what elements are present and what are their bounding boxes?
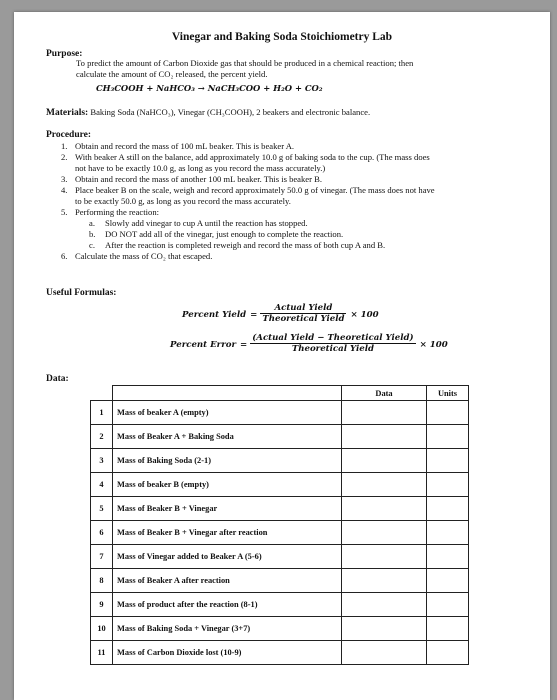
data-table-header — [91, 386, 469, 401]
column-header-units: Units — [427, 386, 469, 401]
row-label: Mass of Beaker A + Baking Soda — [113, 425, 342, 449]
row-number: 3 — [91, 449, 113, 473]
procedure-step: 2. With beaker A still on the balance, add approximately 10.0 g of baking soda to the cup. (The mass does not have to be exactly 10.0 g, as long as you record the mass accurately.) — [61, 152, 430, 173]
row-number: 7 — [91, 545, 113, 569]
table-row — [91, 617, 469, 641]
row-label: Mass of Beaker B + Vinegar — [113, 497, 342, 521]
data-cell[interactable] — [342, 521, 427, 545]
materials-line — [46, 107, 526, 119]
data-cell[interactable] — [342, 497, 427, 521]
percent-error-formula: Percent Error = $\frac{\text{(Actual Yield − Theoretical Yield)}}{\text{Theoretical Yield}}$ × 100 — [170, 333, 448, 354]
percent-yield-name: Percent Yield — [182, 310, 247, 321]
data-cell[interactable] — [342, 425, 427, 449]
row-label: Mass of Vinegar added to Beaker A (5-6) — [113, 545, 342, 569]
units-cell[interactable] — [427, 617, 469, 641]
table-row — [91, 449, 469, 473]
row-number: 4 — [91, 473, 113, 497]
row-label: Mass of Beaker B + Vinegar after reaction — [113, 521, 342, 545]
data-label: Data: — [46, 374, 69, 384]
materials-label: Materials: — [46, 108, 89, 118]
procedure-step: 4. Place beaker B on the scale, weigh and record approximately 50.0 g of vinegar. (The mass does not have to be exactly 50.0 g, as long as you record the mass accurately. — [61, 185, 435, 206]
row-number: 8 — [91, 569, 113, 593]
row-label: Mass of Baking Soda (2-1) — [113, 449, 342, 473]
purpose-line-1: To predict the amount of Carbon Dioxide gas that should be produced in a chemical reaction; then — [76, 58, 414, 68]
row-label: Mass of product after the reaction (8-1) — [113, 593, 342, 617]
percent-error-name: Percent Error — [170, 340, 237, 351]
table-row — [91, 569, 469, 593]
percent-error-multiplier: × 100 — [419, 340, 448, 351]
formulas-label: Useful Formulas: — [46, 288, 117, 298]
materials-text: Baking Soda (NaHCO₃), Vinegar (CH₃COOH), 2 beakers and electronic balance. — [90, 107, 371, 117]
table-row — [91, 401, 469, 425]
percent-yield-formula: Percent Yield = $\frac{\text{Actual Yield}}{\text{Theoretical Yield}}$ × 100 — [182, 303, 379, 324]
data-cell[interactable] — [342, 641, 427, 665]
page-title: Vinegar and Baking Soda Stoichiometry Lab — [171, 31, 393, 43]
data-cell[interactable] — [342, 545, 427, 569]
procedure-label: Procedure: — [46, 130, 92, 140]
table-row — [91, 473, 469, 497]
row-number: 1 — [91, 401, 113, 425]
row-number: 6 — [91, 521, 113, 545]
percent-yield-multiplier: × 100 — [350, 310, 379, 321]
row-number: 2 — [91, 425, 113, 449]
units-cell[interactable] — [427, 449, 469, 473]
row-number: 10 — [91, 617, 113, 641]
reaction-equation: CH₃COOH + NaHCO₃ → NaCH₃COO + H₂O + CO₂ — [96, 83, 323, 93]
units-cell[interactable] — [427, 569, 469, 593]
percent-error-numerator: (Actual Yield − Theoretical Yield) — [252, 333, 414, 343]
data-cell[interactable] — [342, 401, 427, 425]
table-row — [91, 641, 469, 665]
procedure-step: 1. Obtain and record the mass of 100 mL beaker. This is beaker A. — [61, 141, 295, 151]
purpose-text — [76, 58, 536, 80]
table-row — [91, 425, 469, 449]
units-cell[interactable] — [427, 641, 469, 665]
data-cell[interactable] — [342, 617, 427, 641]
percent-error-denominator: Theoretical Yield — [291, 344, 374, 354]
procedure-step: 5. Performing the reaction: a. Slowly add vinegar to cup A until the reaction has stopped. b. DO NOT add all of the vinegar, just enough to complete the reaction. c. After the reaction is completed reweigh and record the mass of both cup A and B. — [61, 207, 521, 251]
procedure-list — [61, 141, 521, 262]
purpose-line-2: calculate the amount of CO₂ released, the percent yield. — [76, 69, 268, 79]
percent-yield-denominator: Theoretical Yield — [262, 314, 345, 324]
procedure-substep: a. Slowly add vinegar to cup A until the reaction has stopped. — [89, 218, 308, 228]
procedure-substep: c. After the reaction is completed reweigh and record the mass of both cup A and B. — [89, 240, 386, 250]
data-cell[interactable] — [342, 593, 427, 617]
procedure-step: 3. Obtain and record the mass of another 100 mL beaker. This is beaker B. — [61, 174, 322, 184]
units-cell[interactable] — [427, 521, 469, 545]
row-label: Mass of beaker B (empty) — [113, 473, 342, 497]
procedure-substep: b. DO NOT add all of the vinegar, just enough to complete the reaction. — [89, 229, 344, 239]
row-label: Mass of Baking Soda + Vinegar (3+7) — [113, 617, 342, 641]
data-cell[interactable] — [342, 449, 427, 473]
row-label: Mass of Carbon Dioxide lost (10-9) — [113, 641, 342, 665]
procedure-step: 6. Calculate the mass of CO₂ that escaped. — [61, 251, 213, 261]
table-row — [91, 593, 469, 617]
column-header-data: Data — [342, 386, 427, 401]
document-page — [14, 12, 550, 700]
table-row — [91, 521, 469, 545]
data-cell[interactable] — [342, 569, 427, 593]
percent-yield-numerator: Actual Yield — [260, 303, 346, 314]
data-table — [90, 385, 469, 665]
units-cell[interactable] — [427, 593, 469, 617]
units-cell[interactable] — [427, 401, 469, 425]
row-number: 9 — [91, 593, 113, 617]
row-label: Mass of Beaker A after reaction — [113, 569, 342, 593]
table-row — [91, 497, 469, 521]
data-cell[interactable] — [342, 473, 427, 497]
purpose-label: Purpose: — [46, 49, 83, 59]
table-row — [91, 545, 469, 569]
units-cell[interactable] — [427, 545, 469, 569]
row-number: 11 — [91, 641, 113, 665]
units-cell[interactable] — [427, 497, 469, 521]
row-number: 5 — [91, 497, 113, 521]
units-cell[interactable] — [427, 473, 469, 497]
row-label: Mass of beaker A (empty) — [113, 401, 342, 425]
units-cell[interactable] — [427, 425, 469, 449]
